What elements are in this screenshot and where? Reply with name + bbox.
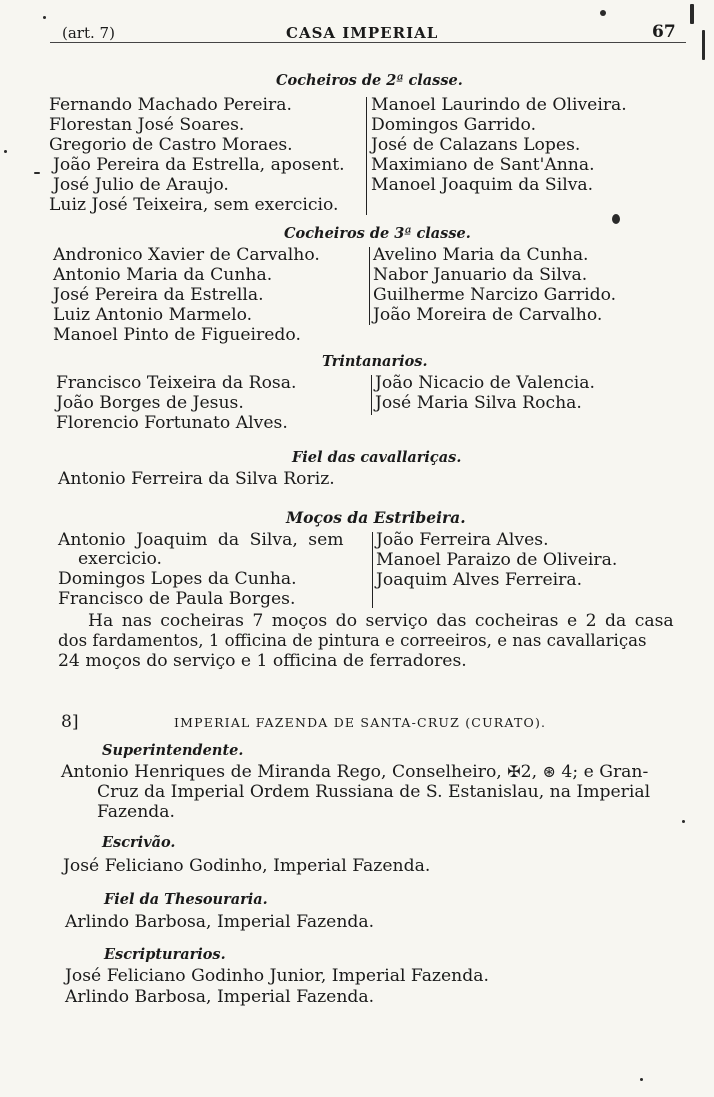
role-title-escripturarios: Escripturarios. [104, 946, 226, 963]
list-item: João Ferreira Alves. [376, 530, 549, 550]
scan-speck [682, 820, 685, 823]
list-item: José Pereira da Estrella. [53, 285, 264, 305]
scan-speck [4, 150, 7, 153]
list-item: Manoel Paraizo de Oliveira. [376, 550, 618, 570]
superintendente-name: Antonio Henriques de Miranda Rego, Conselheiro, [61, 762, 502, 782]
list-item: Manoel Joaquim da Silva. [371, 175, 594, 195]
list-item: João Borges de Jesus. [56, 393, 244, 413]
list-item: Domingos Lopes da Cunha. [58, 569, 297, 589]
list-item: Manoel Pinto de Figueiredo. [53, 325, 301, 345]
list-item: Antonio Joaquim da Silva, sem [58, 530, 344, 550]
list-item: Luiz Antonio Marmelo. [53, 305, 253, 325]
list-item: José Feliciano Godinho, Imperial Fazenda. [63, 856, 431, 876]
scan-speck [600, 10, 606, 16]
order-grade: 2, [520, 762, 538, 782]
order-medal-icon: ⊛ [542, 762, 556, 781]
list-item: José de Calazans Lopes. [371, 135, 581, 155]
paragraph-line: 24 moços do serviço e 1 officina de ferradores. [58, 651, 467, 671]
list-item: Fernando Machado Pereira. [49, 95, 292, 115]
list-item: Gregorio de Castro Moraes. [49, 135, 293, 155]
scan-speck [690, 4, 694, 24]
header-title: CASA IMPERIAL [286, 24, 439, 42]
order-grade: 4; e Gran- [561, 762, 649, 782]
column-divider [369, 247, 370, 325]
list-item: Guilherme Narcizo Garrido. [373, 285, 617, 305]
list-item: José Feliciano Godinho Junior, Imperial Fazenda. [65, 966, 489, 986]
role-title-fiel-thesouraria: Fiel da Thesouraria. [104, 891, 268, 908]
scan-speck [612, 214, 620, 224]
list-item: Luiz José Teixeira, sem exercicio. [49, 195, 339, 215]
list-item: Florestan José Soares. [49, 115, 245, 135]
scan-speck [34, 172, 40, 174]
column-divider [371, 375, 372, 415]
scan-speck [640, 1078, 643, 1081]
list-item: Andronico Xavier de Carvalho. [53, 245, 320, 265]
section-title-cocheiros-2: Cocheiros de 2ª classe. [276, 72, 463, 89]
list-item: João Nicacio de Valencia. [375, 373, 595, 393]
page-number: 67 [652, 22, 676, 42]
list-item: Francisco de Paula Borges. [58, 589, 296, 609]
role-title-escrivao: Escrivão. [102, 834, 176, 851]
article-number: 8] [61, 712, 79, 732]
list-item: Arlindo Barbosa, Imperial Fazenda. [65, 987, 375, 1007]
list-item: Maximiano de Sant'Anna. [371, 155, 595, 175]
section-title-trintanarios: Trintanarios. [322, 353, 428, 370]
header-article-ref: (art. 7) [62, 24, 115, 42]
list-item: exercicio. [78, 549, 163, 569]
list-item: Avelino Maria da Cunha. [373, 245, 589, 265]
list-item: Antonio Ferreira da Silva Roriz. [58, 469, 335, 489]
section-title-mocos-estribeira: Moços da Estribeira. [286, 508, 466, 527]
list-item: José Maria Silva Rocha. [375, 393, 582, 413]
paragraph-line: Ha nas cocheiras 7 moços do serviço das cocheiras e 2 da casa [88, 611, 674, 631]
section-title-cocheiros-3: Cocheiros de 3ª classe. [284, 225, 471, 242]
column-divider [372, 532, 373, 608]
list-item: Antonio Maria da Cunha. [53, 265, 273, 285]
scan-speck [702, 30, 705, 60]
superintendente-line [61, 762, 648, 782]
scan-speck [43, 16, 46, 19]
list-item: Nabor Januario da Silva. [373, 265, 588, 285]
list-item: Manoel Laurindo de Oliveira. [371, 95, 627, 115]
list-item: Francisco Teixeira da Rosa. [56, 373, 297, 393]
paragraph-line: dos fardamentos, 1 officina de pintura e correeiros, e nas cavallariças [58, 631, 647, 650]
role-title-superintendente: Superintendente. [102, 742, 244, 759]
list-item: João Pereira da Estrella, aposent. [53, 155, 345, 175]
column-divider [366, 97, 367, 215]
header-rule [50, 42, 686, 43]
section-title-fiel-cavallaricas: Fiel das cavallariças. [292, 449, 462, 466]
order-cross-icon: ✠ [507, 762, 521, 781]
superintendente-line: Fazenda. [97, 802, 176, 822]
superintendente-line: Cruz da Imperial Ordem Russiana de S. Estanislau, na Imperial [97, 782, 651, 802]
list-item: Joaquim Alves Ferreira. [376, 570, 583, 590]
article-title: IMPERIAL FAZENDA DE SANTA-CRUZ (CURATO). [174, 715, 547, 730]
list-item: Domingos Garrido. [371, 115, 537, 135]
list-item: José Julio de Araujo. [53, 175, 229, 195]
list-item: João Moreira de Carvalho. [373, 305, 603, 325]
list-item: Florencio Fortunato Alves. [56, 413, 288, 433]
list-item: Arlindo Barbosa, Imperial Fazenda. [65, 912, 375, 932]
